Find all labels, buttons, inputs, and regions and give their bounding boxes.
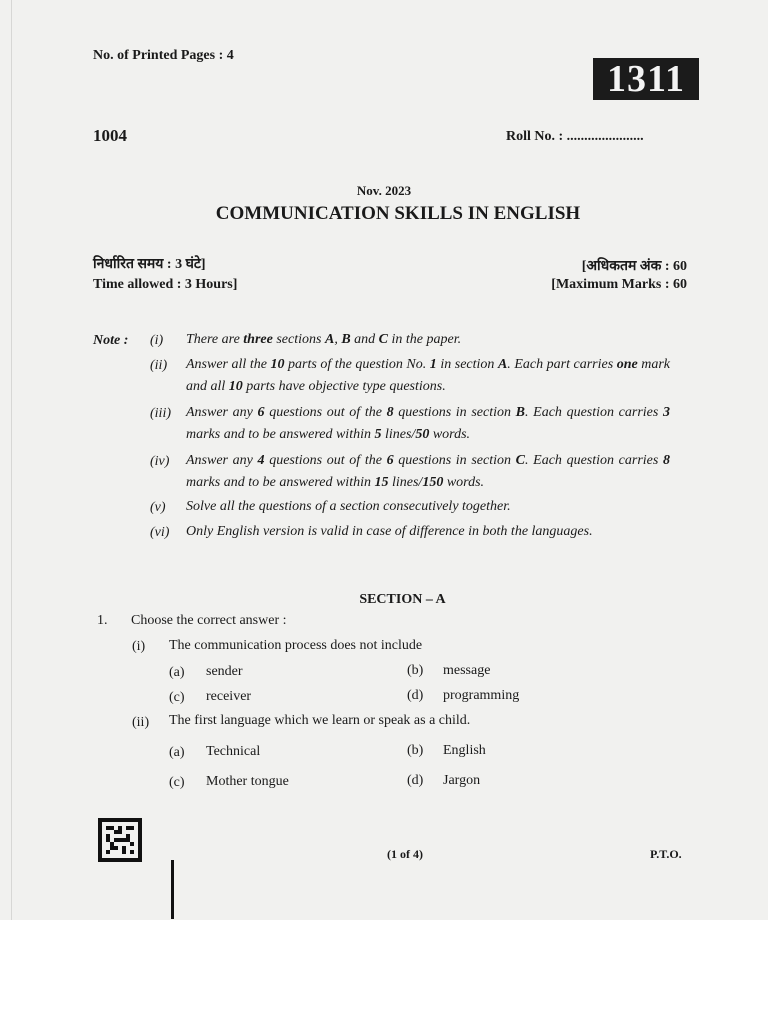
note-run: words. [429,427,471,442]
note-emphasis: A [497,357,508,372]
please-turn-over: P.T.O. [650,847,682,861]
note-item-text [186,329,670,351]
note-item-text [186,521,670,543]
note-emphasis: C [515,453,525,468]
option-label: (c) [169,690,185,705]
maximum-marks-english: [Maximum Marks : 60 [551,277,687,292]
note-emphasis: B [341,332,351,347]
note-item-number: (v) [150,500,166,515]
note-run: Only English version is valid in case of difference in both the languages. [186,524,593,539]
note-emphasis: 1 [429,357,437,372]
note-run: . Each question carries [525,453,663,468]
note-emphasis: three [243,332,273,347]
note-item-text [186,402,670,446]
note-run: questions in section [393,405,516,420]
option-label: (a) [169,745,185,760]
section-a-heading: SECTION – A [359,592,446,607]
option-label: (c) [169,775,185,790]
note-run: marks and to be answered within [186,475,375,490]
note-emphasis: 4 [257,453,265,468]
note-emphasis: 150 [422,475,444,490]
note-label: Note : [93,333,129,348]
option-text: English [443,743,486,758]
note-item-number: (vi) [150,525,170,540]
note-emphasis: B [515,405,525,420]
note-item-text [186,450,670,494]
note-run: words. [443,475,485,490]
note-emphasis: A [324,332,335,347]
note-run: marks and to be answered within [186,427,375,442]
note-emphasis: 10 [228,379,243,394]
paper-code-box: 1311 [593,58,699,100]
note-run: , [334,332,342,347]
note-emphasis: 8 [386,405,394,420]
option-label: (b) [407,743,424,758]
option-text: Jargon [443,773,481,788]
subquestion-text: The communication process does not include [169,638,423,653]
page-number: (1 of 4) [387,847,423,861]
note-emphasis: 50 [415,427,430,442]
note-run: lines/ [381,427,416,442]
note-run: There are [186,332,244,347]
option-text: Mother tongue [206,774,289,789]
note-run: questions out of the [264,405,387,420]
note-run: . Each question carries [525,405,663,420]
option-text: message [443,663,491,678]
option-label: (d) [407,773,424,788]
option-label: (b) [407,663,424,678]
note-run: sections [272,332,325,347]
note-emphasis: 10 [270,357,285,372]
note-run: and [350,332,379,347]
note-item-number: (iv) [150,454,170,469]
subject-code: 1004 [93,126,127,145]
printed-pages: No. of Printed Pages : 4 [93,48,234,63]
note-run: parts of the question No. [284,357,430,372]
note-emphasis: 3 [663,405,670,420]
note-run: mark and all [186,357,671,394]
note-run: Answer any [186,405,258,420]
maximum-marks-hindi: [अधिकतम अंक : 60 [581,259,687,274]
note-item-number: (i) [150,333,164,348]
note-run: questions in section [393,453,516,468]
note-item-text [186,354,670,398]
note-run: parts have objective type questions. [242,379,446,394]
note-emphasis: 8 [663,453,670,468]
note-item-number: (ii) [150,358,168,373]
option-text: Technical [206,744,261,759]
note-run: lines/ [388,475,423,490]
option-label: (d) [407,688,424,703]
question-instruction: Choose the correct answer : [131,613,287,628]
time-allowed-english: Time allowed : 3 Hours] [93,277,238,292]
note-emphasis: 6 [386,453,394,468]
exam-title: COMMUNICATION SKILLS IN ENGLISH [215,203,581,224]
note-run: Answer any [186,453,258,468]
note-item-text [186,496,670,518]
option-text: programming [443,688,520,703]
subquestion-number: (ii) [132,715,150,730]
margin-mark [171,860,174,919]
subquestion-number: (i) [132,639,146,654]
time-allowed-hindi: निर्धारित समय : 3 घंटे] [93,257,206,272]
note-run: Solve all the questions of a section consecutively together. [186,499,511,514]
subquestion-text: The first language which we learn or speak as a child. [169,713,471,728]
note-emphasis: 15 [374,475,389,490]
note-run: Answer all the [186,357,271,372]
roll-number-field: Roll No. : ...................... [506,129,644,144]
option-text: sender [206,664,243,679]
question-number: 1. [97,613,108,628]
note-run: questions out of the [264,453,387,468]
note-emphasis: C [378,332,388,347]
option-text: receiver [206,689,252,704]
qr-code-icon [98,818,142,862]
note-run: in the paper. [388,332,462,347]
note-emphasis: 6 [257,405,265,420]
note-item-number: (iii) [150,406,171,421]
exam-session: Nov. 2023 [356,183,412,198]
option-label: (a) [169,665,185,680]
note-emphasis: one [616,357,638,372]
note-run: in section [436,357,498,372]
page-edge-line [11,0,12,920]
note-run: . Each part carries [507,357,617,372]
note-emphasis: 5 [374,427,382,442]
